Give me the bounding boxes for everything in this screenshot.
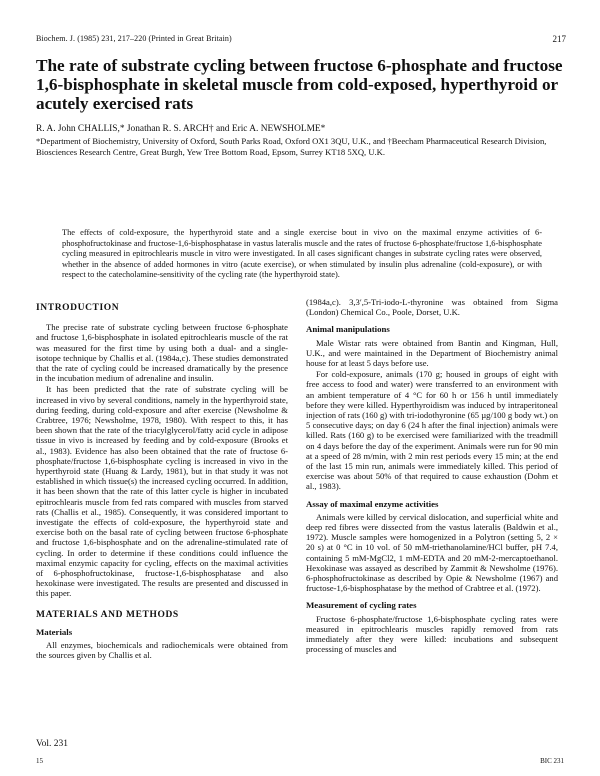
abstract: The effects of cold-exposure, the hyperthyroid state and a single exercise bout in vivo on the maximal enzyme activities of 6-phosphofructokinase and fructose-1,6-bisphosphatase in vastus lateralis muscle and the rates of fructose 6-phosphate/fructose 1,6-bisphosphate cycling measured in epitrochlearis muscle in vitro were investigated. In all cases significant changes in substrate cycling rates were observed, whether in the absence of added hormones in vitro (acute exercise), or when stimulated by insulin plus adrenaline (cold-exposure), or with respect to the catecholamine-sensitivity of the cycling rate (the hyperthyroid state). xyxy=(62,228,542,280)
enzyme-assay-paragraph: Animals were killed by cervical dislocation, and superficial white and deep red fibres were dissected from the vastus lateralis (Baldwin et al., 1972). Muscle samples were homogenized in a Polytron (setting 5, 2 × 20 s) at 0 °C in 10 vol. of 50 mM-triethanolamine/HCl buffer, pH 7.4, containing 5 mM-MgCl2, 1 mM-EDTA and 20 mM-2-mercaptoethanol. Hexokinase was assayed as described by Zammit & Newsholme (1976). 6-phosphofructokinase as described by Opie & Newsholme (1967) and fructose-1,6-bisphosphatase by the method of Crabtree et al. (1972). xyxy=(306,511,558,594)
footer-right-code: BIC 231 xyxy=(540,757,564,765)
enzyme-assay-heading: Assay of maximal enzyme activities xyxy=(306,498,439,509)
right-column xyxy=(306,297,558,656)
journal-reference: Biochem. J. (1985) 231, 217–220 (Printed in Great Britain) xyxy=(36,34,232,43)
left-column xyxy=(36,297,288,662)
animal-paragraph-1: Male Wistar rats were obtained from Bantin and Kingman, Hull, U.K., and were maintained in the Department of Biochemistry animal house for at least 5 days before use. xyxy=(306,337,558,369)
affiliations: *Department of Biochemistry, University of Oxford, South Parks Road, Oxford OX1 3QU, U.K., and †Beecham Pharmaceutical Research Division, Biosciences Research Centre, Great Burgh, Yew Tree Bottom Road, Epsom, Surrey KT18 5XQ, U.K. xyxy=(36,136,547,157)
introduction-paragraph-1: The precise rate of substrate cycling between fructose 6-phosphate and fructose 1,6-bisphosphate in isolated epitrochlearis muscle of the rat was measured for the first time by using both a dual- and a single-isotope technique by Challis et al. (1984a,c). These studies demonstrated that the rate of cycling could be increased dramatically by the presence in the incubation medium of adrenaline and insulin. xyxy=(36,322,288,384)
article-title: The rate of substrate cycling between fructose 6-phosphate and fructose 1,6-bisphosphate in skeletal muscle from cold-exposed, hyperthyroid or acutely exercised rats xyxy=(36,56,563,113)
footer-left-code: 15 xyxy=(36,757,43,765)
author-list: R. A. John CHALLIS,* Jonathan R. S. ARCH† and Eric A. NEWSHOLME* xyxy=(36,124,326,134)
introduction-paragraph-2: It has been predicted that the rate of substrate cycling will be increased in vivo by several conditions, namely in the hyperthyroid state, during feeding, during cold-exposure and after exercise (Newsholme & Crabtree, 1976; Newsholme, 1978, 1980). With respect to this, it has been shown that the rate of the triacylglycerol/fatty acid cycle in adipose tissue in vivo is increased by feeding and by cold-exposure (Brooks et al., 1983). Evidence has also been obtained that the rate of fructose 6-phosphate/fructose 1,6-bisphosphate cycling is increased in vivo in the hyperthyroid state (Huang & Lardy, 1981), but in that study it was not established in which tissue(s) the increased cycling occurred. In addition, it has been shown that the rate of this latter cycle is higher in incubated epitrochlearis muscle from fed rats compared with muscles from starved rats (Challis et al., 1985). Consequently, it was considered important to investigate the effects of cold-exposure, the hyperthyroid state and exercise both on the basal rate of cycling between fructose 6-phosphate and fructose 1,6-bisphosphate and on the adrenaline-stimulated rate of cycling. In order to determine if these conditions could influence the maximal enzymic capacity for cycling, effects on the maximal activities of 6-phosphofructokinase, fructose-1,6-bisphosphatase and also hexokinase were investigated. The results are presented and discussed in this paper. xyxy=(36,384,288,599)
methods-heading: MATERIALS AND METHODS xyxy=(36,609,179,620)
animal-paragraph-2: For cold-exposure, animals (170 g; housed in groups of eight with free access to food and water) were transferred to an environment with an ambient temperature of 4 °C for 60 h or 156 h until immediately before they were killed. Hyperthyroidism was induced by intraperitoneal injection of rats (160 g) with tri-iodothyronine (65 µg/100 g body wt.) on 5 consecutive days; on day 6 (24 h after the final injection) animals were killed. Rats (160 g) to be exercised were familiarized with the treadmill on 4 days before the day of the experiment. Animals were run for 90 min at a speed of 28 m/min, with 2 min rest periods every 15 min; at the end of the last 15 min run, animals were immediately killed. This period of exercise was about 50% of that required to cause exhaustion (Dohm et al., 1983). xyxy=(306,369,558,492)
materials-paragraph: All enzymes, biochemicals and radiochemicals were obtained from the sources given by Challis et al. xyxy=(36,640,288,661)
page-number: 217 xyxy=(552,34,566,44)
materials-heading: Materials xyxy=(36,626,73,637)
materials-continuation: (1984a,c). 3,3′,5-Tri-iodo-L-thyronine was obtained from Sigma (London) Chemical Co., Poole, Dorset, U.K. xyxy=(306,297,558,318)
cycling-rates-paragraph: Fructose 6-phosphate/fructose 1,6-bisphosphate cycling rates were measured in epitrochlearis muscles rapidly removed from rats immediately after they were killed: incubations and subsequent processing of muscles and xyxy=(306,613,558,655)
volume-label: Vol. 231 xyxy=(36,739,69,749)
cycling-rates-heading: Measurement of cycling rates xyxy=(306,600,417,611)
animal-manipulations-heading: Animal manipulations xyxy=(306,324,390,335)
introduction-heading: INTRODUCTION xyxy=(36,303,120,313)
